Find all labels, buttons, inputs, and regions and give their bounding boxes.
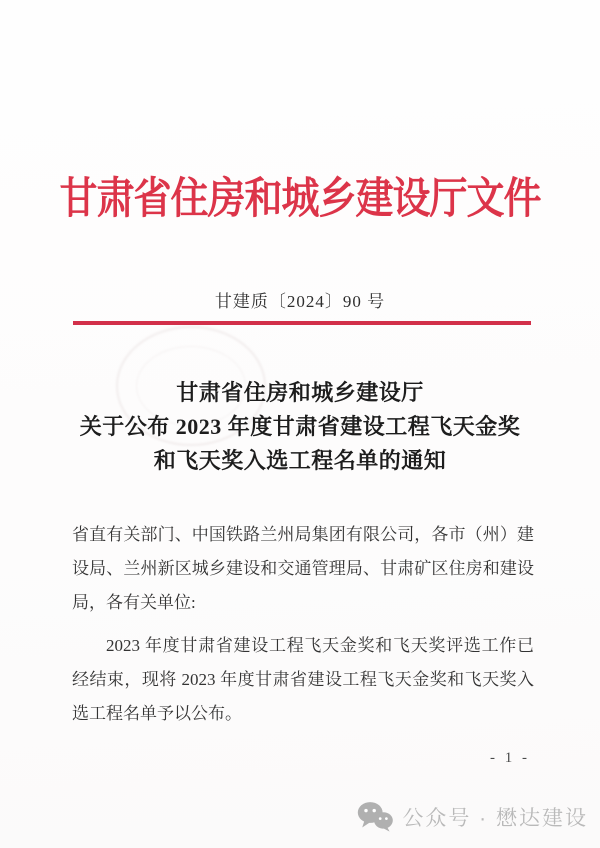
document-reference-number: 甘建质〔2024〕90 号	[214, 292, 386, 311]
addressees-paragraph: 省直有关部门、中国铁路兰州局集团有限公司，各市（州）建设局、兰州新区城乡建设和交通管理局、甘肃矿区住房和建设局，各有关单位:	[72, 525, 534, 612]
announcement-paragraph: 2023 年度甘肃省建设工程飞天金奖和飞天奖评选工作已经结束，现将 2023 年度甘肃省建设工程飞天金奖和飞天奖入选工程名单予以公布。	[72, 636, 534, 723]
document-masthead-title: 甘肃省住房和城乡建设厅文件	[59, 175, 541, 224]
footer-watermark	[357, 801, 588, 832]
page-number: - 1 -	[490, 750, 530, 766]
document-body	[72, 518, 534, 731]
red-divider-rule	[73, 321, 531, 325]
footer-watermark-text: 公众号 · 懋达建设	[402, 806, 588, 830]
wechat-icon	[357, 801, 393, 832]
document-title-line-1: 甘肃省住房和城乡建设厅	[176, 380, 424, 405]
document-title	[0, 376, 600, 478]
document-title-line-3: 和飞天奖入选工程名单的通知	[153, 448, 447, 473]
document-title-line-2: 关于公布 2023 年度甘肃省建设工程飞天金奖	[79, 414, 521, 439]
